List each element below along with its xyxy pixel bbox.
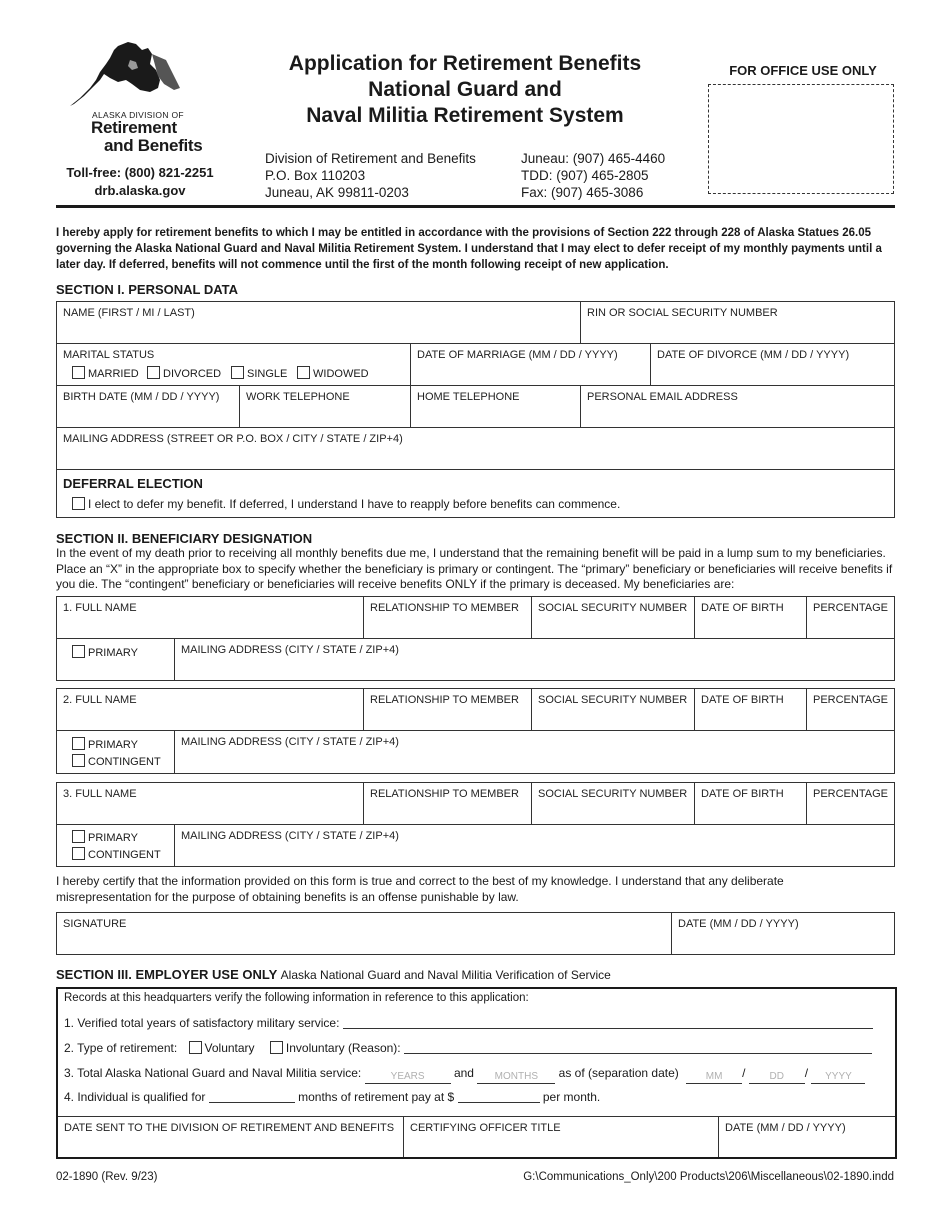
file-path: G:\Communications_Only\200 Products\206\Miscellaneous\02-1890.indd <box>523 1171 894 1183</box>
alaska-map-logo-icon <box>70 40 190 115</box>
intro-statement: I hereby apply for retirement benefits to which I may be entitled in accordance with the provisions of Section 222 through 228 of Alaska Statues 26.05 governing the Alaska National Guard and Naval Militia Retirement System. I understand that I may elect to defer receipt of my monthly payments until a later day. If deferred, benefits will not commence until the first of the month following receipt of new application. <box>56 227 882 271</box>
signature-date-field[interactable]: DATE (MM / DD / YYYY) <box>671 912 895 955</box>
logo-title-retirement: Retirement <box>91 118 177 137</box>
beneficiary1-percentage-field[interactable]: PERCENTAGE <box>806 596 895 639</box>
beneficiary2-percentage-field[interactable]: PERCENTAGE <box>806 688 895 731</box>
monthly-pay-input[interactable] <box>458 1090 540 1103</box>
beneficiary1-name-field[interactable]: 1. FULL NAME <box>56 596 364 639</box>
service-years-input[interactable]: YEARS <box>365 1071 451 1084</box>
beneficiary3-relationship-field[interactable]: RELATIONSHIP TO MEMBER <box>363 782 532 825</box>
involuntary-reason-input[interactable] <box>404 1041 872 1054</box>
mailing-address-field[interactable]: MAILING ADDRESS (STREET OR P.O. BOX / CITY / STATE / ZIP+4) <box>56 427 895 470</box>
single-checkbox[interactable]: SINGLE <box>231 366 287 380</box>
retirement-type-row: 2. Type of retirement: Voluntary Involuntary (Reason): <box>64 1041 872 1055</box>
certification-statement: I hereby certify that the information provided on this form is true and correct to the best of my knowledge. I understand that any deliberate misrepresentation for the purpose of obtaining benefits is an offense punishable by law. <box>56 874 784 904</box>
separation-day-input[interactable]: DD <box>749 1071 805 1084</box>
qualified-pay-row: 4. Individual is qualified for months of retirement pay at $ per month. <box>64 1090 601 1104</box>
verified-years-input[interactable] <box>343 1016 873 1029</box>
birth-date-field[interactable]: BIRTH DATE (MM / DD / YYYY) <box>56 385 240 428</box>
beneficiary2-ssn-field[interactable]: SOCIAL SECURITY NUMBER <box>531 688 695 731</box>
date-sent-field[interactable]: DATE SENT TO THE DIVISION OF RETIREMENT AND BENEFITS <box>58 1116 404 1157</box>
header-divider <box>56 205 895 208</box>
separation-month-input[interactable]: MM <box>686 1071 742 1084</box>
beneficiary3-contingent-checkbox[interactable]: CONTINGENT <box>72 847 161 861</box>
verified-years-row: 1. Verified total years of satisfactory military service: <box>64 1016 873 1030</box>
records-statement: Records at this headquarters verify the following information in reference to this application: <box>64 992 529 1004</box>
tollfree-number: Toll-free: (800) 821-2251 <box>66 165 214 180</box>
deferral-title: DEFERRAL ELECTION <box>63 476 203 491</box>
home-telephone-field[interactable]: HOME TELEPHONE <box>410 385 581 428</box>
divorced-checkbox[interactable]: DIVORCED <box>147 366 221 380</box>
marital-status-group: MARITAL STATUS MARRIED DIVORCED SINGLE WIDOWED <box>56 343 411 386</box>
qualified-months-input[interactable] <box>209 1090 295 1103</box>
involuntary-checkbox[interactable]: Involuntary (Reason): <box>270 1041 401 1055</box>
married-checkbox[interactable]: MARRIED <box>72 366 139 380</box>
phone-contact: Juneau: (907) 465-4460 TDD: (907) 465-2805 Fax: (907) 465-3086 <box>521 151 666 200</box>
logo-caption: ALASKA DIVISION OF <box>92 110 184 120</box>
beneficiary2-contingent-checkbox[interactable]: CONTINGENT <box>72 754 161 768</box>
total-service-row: 3. Total Alaska National Guard and Naval Militia service: YEARS and MONTHS as of (separation date) MM / DD / YYYY <box>64 1066 865 1084</box>
employer-date-field[interactable]: DATE (MM / DD / YYYY) <box>718 1116 895 1157</box>
section3-subtitle: Alaska National Guard and Naval Militia Verification of Service <box>280 968 611 982</box>
beneficiary1-ssn-field[interactable]: SOCIAL SECURITY NUMBER <box>531 596 695 639</box>
beneficiary3-mailing-field[interactable]: MAILING ADDRESS (CITY / STATE / ZIP+4) <box>174 824 895 867</box>
mailing-contact: Division of Retirement and Benefits P.O. Box 110203 Juneau, AK 99811-0203 <box>265 151 476 200</box>
beneficiary3-primary-checkbox[interactable]: PRIMARY <box>72 830 138 844</box>
beneficiary1-type-group <box>56 638 175 681</box>
date-of-marriage-field[interactable]: DATE OF MARRIAGE (MM / DD / YYYY) <box>410 343 651 386</box>
date-of-divorce-field[interactable]: DATE OF DIVORCE (MM / DD / YYYY) <box>650 343 895 386</box>
section3-title: SECTION III. EMPLOYER USE ONLY Alaska National Guard and Naval Militia Verification of Service <box>56 967 611 982</box>
service-months-input[interactable]: MONTHS <box>477 1071 555 1084</box>
work-telephone-field[interactable]: WORK TELEPHONE <box>239 385 411 428</box>
beneficiary3-name-field[interactable]: 3. FULL NAME <box>56 782 364 825</box>
logo-title-benefits: and Benefits <box>104 136 203 155</box>
deferral-checkbox[interactable]: I elect to defer my benefit. If deferred, I understand I have to reapply before benefits can commence. <box>72 497 620 511</box>
beneficiary1-dob-field[interactable]: DATE OF BIRTH <box>694 596 807 639</box>
certifying-officer-field[interactable]: CERTIFYING OFFICER TITLE <box>403 1116 719 1157</box>
beneficiary1-mailing-field[interactable]: MAILING ADDRESS (CITY / STATE / ZIP+4) <box>174 638 895 681</box>
widowed-checkbox[interactable]: WIDOWED <box>297 366 369 380</box>
rin-ssn-field[interactable]: RIN OR SOCIAL SECURITY NUMBER <box>580 301 895 344</box>
signature-field[interactable]: SIGNATURE <box>56 912 672 955</box>
beneficiary1-primary-checkbox[interactable]: PRIMARY <box>72 645 138 659</box>
beneficiary2-primary-checkbox[interactable]: PRIMARY <box>72 737 138 751</box>
beneficiary2-mailing-field[interactable]: MAILING ADDRESS (CITY / STATE / ZIP+4) <box>174 730 895 774</box>
form-title: Application for Retirement Benefits National Guard and Naval Militia Retirement System <box>288 52 642 127</box>
deferral-election-box <box>56 469 895 518</box>
beneficiary3-dob-field[interactable]: DATE OF BIRTH <box>694 782 807 825</box>
separation-year-input[interactable]: YYYY <box>811 1071 865 1084</box>
section1-title: SECTION I. PERSONAL DATA <box>56 282 239 297</box>
section2-title: SECTION II. BENEFICIARY DESIGNATION <box>56 531 313 546</box>
beneficiary2-relationship-field[interactable]: RELATIONSHIP TO MEMBER <box>363 688 532 731</box>
beneficiary2-dob-field[interactable]: DATE OF BIRTH <box>694 688 807 731</box>
website-link[interactable]: drb.alaska.gov <box>94 183 186 198</box>
beneficiary3-percentage-field[interactable]: PERCENTAGE <box>806 782 895 825</box>
name-field[interactable]: NAME (FIRST / MI / LAST) <box>56 301 581 344</box>
office-use-label: FOR OFFICE USE ONLY <box>729 63 877 78</box>
beneficiary-instructions: In the event of my death prior to receiving all monthly benefits due me, I understand that the remaining benefit will be paid in a lump sum to my beneficiaries. Place an “X” in the appropriate box to specify whether the beneficiary is primary or contingent. The “primary” beneficiary or beneficiaries will receive benefits if you die. The “contingent” beneficiary or beneficiaries will receive benefits ONLY if the primary is deceased. My beneficiaries are: <box>56 546 893 591</box>
email-field[interactable]: PERSONAL EMAIL ADDRESS <box>580 385 895 428</box>
form-number: 02-1890 (Rev. 9/23) <box>56 1171 158 1183</box>
beneficiary2-type-group <box>56 730 175 774</box>
voluntary-checkbox[interactable]: Voluntary <box>189 1041 255 1055</box>
office-use-box <box>708 84 894 194</box>
beneficiary2-name-field[interactable]: 2. FULL NAME <box>56 688 364 731</box>
beneficiary3-type-group <box>56 824 175 867</box>
beneficiary1-relationship-field[interactable]: RELATIONSHIP TO MEMBER <box>363 596 532 639</box>
beneficiary3-ssn-field[interactable]: SOCIAL SECURITY NUMBER <box>531 782 695 825</box>
